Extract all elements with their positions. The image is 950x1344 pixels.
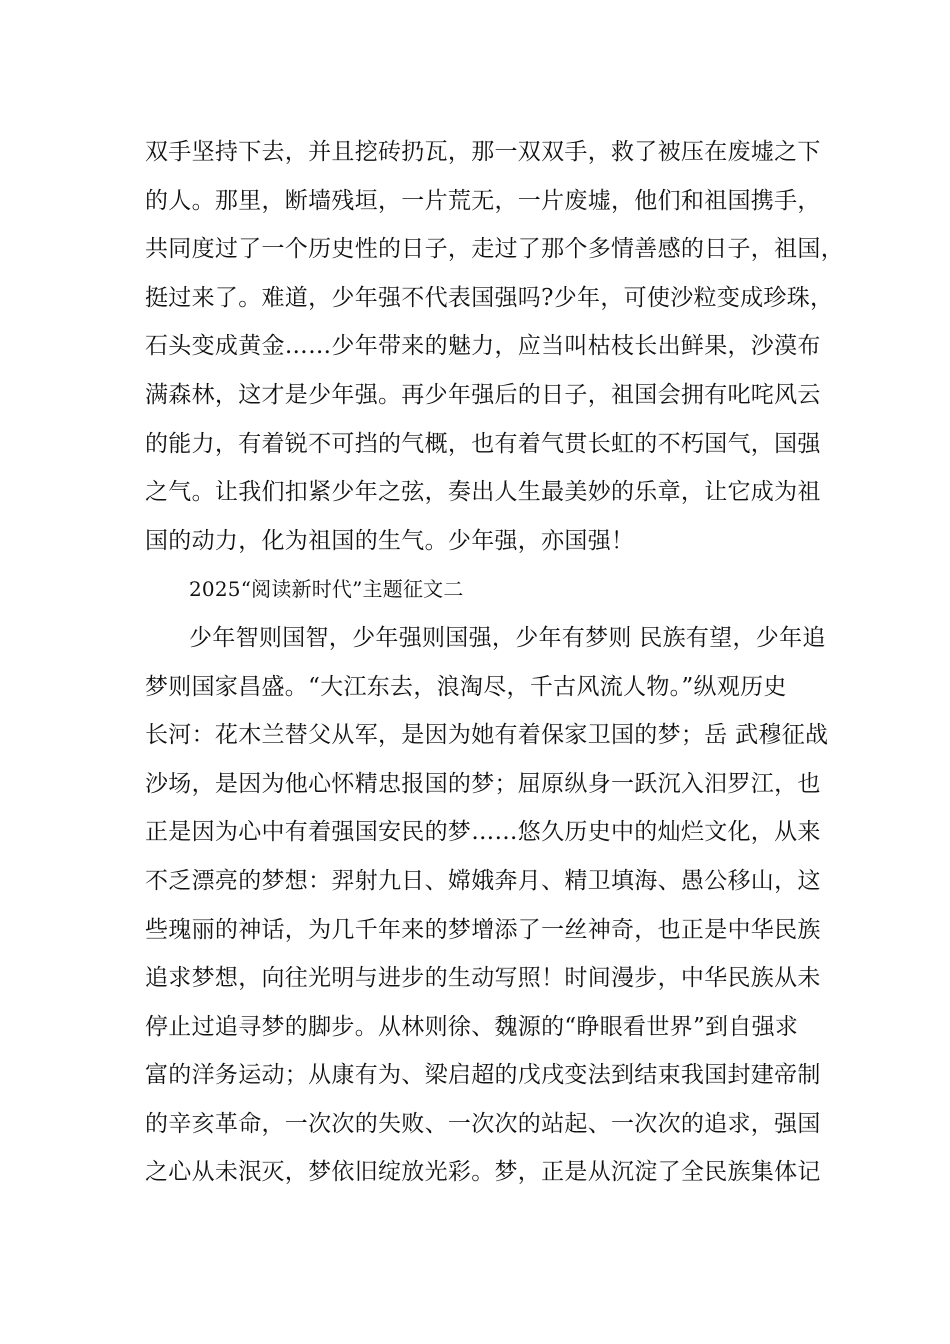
section-heading: 2025“阅读新时代”主题征文二 (189, 577, 464, 602)
text-line: 石头变成黄金……少年带来的魅力，应当叫枯枝长出鲜果，沙漠布 (145, 333, 821, 360)
text-line: 国的动力，化为祖国的生气。少年强，亦国强！ (145, 527, 635, 554)
document-body (145, 128, 844, 1197)
text-line: 之气。让我们扣紧少年之弦，奏出人生最美妙的乐章，让它成为祖 (145, 479, 821, 506)
text-line: 梦则国家昌盛。“大江东去，浪淘尽，千古风流人物。”纵观历史 (145, 673, 787, 700)
text-line: 停止过追寻梦的脚步。从林则徐、魏源的“睁眼看世界”到自强求 (145, 1013, 799, 1040)
text-line: 挺过来了。难道，少年强不代表国强吗?少年，可使沙粒变成珍珠， (145, 284, 834, 311)
text-line: 些瑰丽的神话，为几千年来的梦增添了一丝神奇，也正是中华民族 (145, 916, 821, 943)
text-line: 的人。那里，断墙残垣，一片荒无，一片废墟，他们和祖国携手， (145, 187, 821, 214)
text-line: 共同度过了一个历史性的日子，走过了那个多情善感的日子，祖国， (145, 236, 844, 263)
text-line: 正是因为心中有着强国安民的梦……悠久历史中的灿烂文化，从来 (145, 819, 821, 846)
text-line: 双手坚持下去，并且挖砖扔瓦，那一双双手，救了被压在废墟之下 (145, 139, 821, 165)
text-line: 满森林，这才是少年强。再少年强后的日子，祖国会拥有叱咤风云 (145, 381, 821, 408)
text-line: 沙场，是因为他心怀精忠报国的梦；屈原纵身一跃沉入汨罗江，也 (145, 770, 821, 797)
text-line: 不乏漂亮的梦想：羿射九日、嫦娥奔月、精卫填海、愚公移山，这 (145, 867, 821, 894)
text-line: 的辛亥革命，一次次的失败、一次次的站起、一次次的追求，强国 (145, 1110, 821, 1137)
text-line: 少年智则国智，少年强则国强，少年有梦则 民族有望，少年追 (189, 624, 826, 651)
text-line: 长河：花木兰替父从军，是因为她有着保家卫国的梦；岳 武穆征战 (145, 722, 829, 749)
text-line: 富的洋务运动；从康有为、梁启超的戊戌变法到结束我国封建帝制 (145, 1062, 821, 1089)
text-line: 的能力，有着锐不可挡的气概，也有着气贯长虹的不朽国气，国强 (145, 430, 821, 457)
text-line: 之心从未泯灭，梦依旧绽放光彩。梦，正是从沉淀了全民族集体记 (145, 1159, 821, 1186)
text-line: 追求梦想，向往光明与进步的生动写照！时间漫步，中华民族从未 (145, 965, 821, 992)
